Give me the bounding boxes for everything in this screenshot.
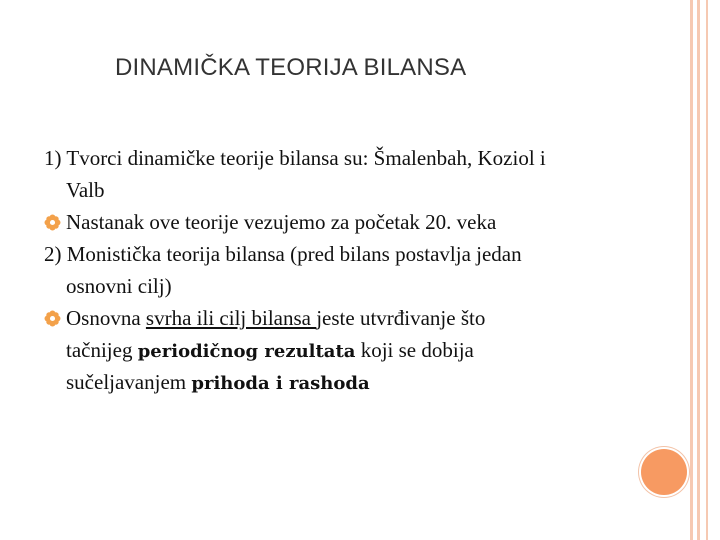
slide-content xyxy=(44,142,664,398)
decorative-circle xyxy=(641,449,687,495)
bullet-text: koji se dobija xyxy=(355,338,474,362)
bullet-item-2-continuation xyxy=(44,366,664,398)
bullet-text: sučeljavanjem xyxy=(66,370,192,394)
paragraph-2-continuation: osnovni cilj) xyxy=(66,274,172,298)
bullet-text: jeste utvrđivanje što xyxy=(316,306,486,330)
underlined-text: svrha ili cilj bilansa xyxy=(145,306,317,330)
bullet-text: Osnovna xyxy=(66,306,146,330)
paragraph-1-continuation: Valb xyxy=(66,178,105,202)
decorative-stripe xyxy=(697,0,700,540)
bold-text: periodičnog rezultata xyxy=(137,341,356,362)
paragraph-1-line: 1) Tvorci dinamičke teorije bilansa su: Šmalenbah, Koziol i xyxy=(44,146,546,170)
flower-bullet-icon xyxy=(44,214,61,231)
decorative-stripe xyxy=(706,0,708,540)
bullet-item-2-continuation xyxy=(44,334,664,366)
bold-text: prihoda i rashoda xyxy=(191,373,370,394)
flower-bullet-icon xyxy=(44,310,61,327)
decorative-stripe xyxy=(690,0,693,540)
bullet-text: tačnijeg xyxy=(66,338,138,362)
paragraph-2-line: 2) Monistička teorija bilansa (pred bilans postavlja jedan xyxy=(44,242,522,266)
bullet-item-1 xyxy=(44,206,664,238)
slide-title: DINAMIČKA TEORIJA BILANSA xyxy=(115,54,467,81)
bullet-text: Nastanak ove teorije vezujemo za početak 20. veka xyxy=(66,210,497,234)
bullet-item-2 xyxy=(44,302,664,334)
